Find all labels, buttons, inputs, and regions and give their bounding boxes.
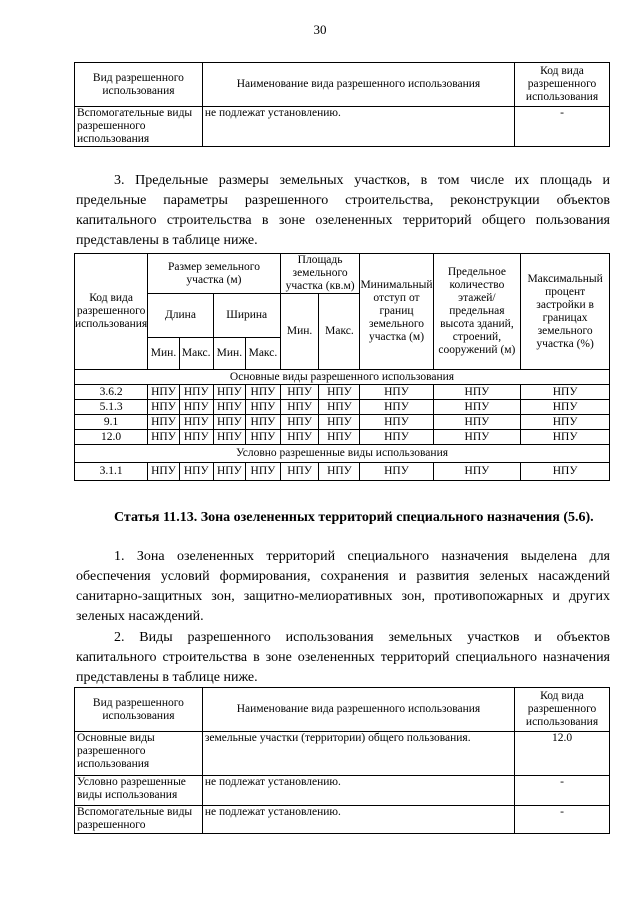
cell: НПУ xyxy=(280,415,319,430)
cell: НПУ xyxy=(360,415,433,430)
cell: НПУ xyxy=(179,400,213,415)
table-row xyxy=(75,776,610,806)
cell: НПУ xyxy=(433,385,521,400)
cell: НПУ xyxy=(148,400,180,415)
cell: НПУ xyxy=(246,430,281,445)
header-use-type: Вид разрешенного использования xyxy=(75,63,203,107)
table-row xyxy=(75,806,610,834)
cell-use-name: не подлежат установлению. xyxy=(202,107,514,147)
cell: НПУ xyxy=(319,463,360,481)
cell: НПУ xyxy=(213,400,245,415)
cell: НПУ xyxy=(280,385,319,400)
header-use-code: Код вида разрешенного использования xyxy=(515,63,610,107)
cell: НПУ xyxy=(433,400,521,415)
cell-use-type: Условно разрешенные виды использования xyxy=(75,776,203,806)
cell-use-name: не подлежат установлению. xyxy=(202,806,514,834)
cell: НПУ xyxy=(148,385,180,400)
cell: 3.1.1 xyxy=(75,463,148,481)
header-max-coverage: Максимальный процент застройки в границах земельного участка (%) xyxy=(521,254,610,370)
table-row xyxy=(75,400,610,415)
paragraph-3: 3. Предельные размеры земельных участков, в том числе их площадь и предельные параметры разрешенного строительства, реконструкции объектов капитального строительства в зоне озелененных территорий общего пользования представлены в таблице ниже. xyxy=(76,173,610,248)
cell: НПУ xyxy=(521,415,610,430)
cell-use-code: - xyxy=(515,776,610,806)
cell: 12.0 xyxy=(75,430,148,445)
cell: НПУ xyxy=(360,463,433,481)
cell: НПУ xyxy=(521,400,610,415)
table-row xyxy=(75,732,610,776)
cell: НПУ xyxy=(246,400,281,415)
section-conditional-uses: Условно разрешенные виды использования xyxy=(75,445,610,463)
cell: НПУ xyxy=(179,385,213,400)
cell-use-name: не подлежат установлению. xyxy=(202,776,514,806)
cell: НПУ xyxy=(246,463,281,481)
header-width-max: Макс. xyxy=(246,338,281,370)
cell: НПУ xyxy=(246,385,281,400)
cell: НПУ xyxy=(213,463,245,481)
table-row xyxy=(75,415,610,430)
header-use-name: Наименование вида разрешенного использования xyxy=(202,63,514,107)
cell-use-type: Основные виды разрешенного использования xyxy=(75,732,203,776)
header-code: Код вида разрешенного использования xyxy=(75,254,148,370)
cell: НПУ xyxy=(360,385,433,400)
table-row xyxy=(75,385,610,400)
cell: НПУ xyxy=(213,430,245,445)
cell: НПУ xyxy=(280,463,319,481)
header-plot-size: Размер земельного участка (м) xyxy=(148,254,281,294)
cell: НПУ xyxy=(148,430,180,445)
table-row xyxy=(75,463,610,481)
cell: НПУ xyxy=(148,415,180,430)
header-use-type: Вид разрешенного использования xyxy=(75,688,203,732)
table-permitted-uses-top xyxy=(74,62,610,147)
cell-use-code: - xyxy=(515,806,610,834)
table-permitted-uses-bottom xyxy=(74,687,610,834)
cell: 5.1.3 xyxy=(75,400,148,415)
header-width: Ширина xyxy=(213,294,280,338)
cell: НПУ xyxy=(521,463,610,481)
header-area-max: Макс. xyxy=(319,294,360,370)
header-width-min: Мин. xyxy=(213,338,245,370)
table-row xyxy=(75,107,610,147)
header-length-min: Мин. xyxy=(148,338,180,370)
header-length-max: Макс. xyxy=(179,338,213,370)
header-use-name: Наименование вида разрешенного использования xyxy=(202,688,514,732)
paragraph-1: 1. Зона озелененных территорий специального назначения выделена для обеспечения условий формирования, сохранения и развития зеленых насаждений санитарно-защитных зон, защитно-мелиоративных зон, противопожарных и других зеленых насаждений. xyxy=(76,549,610,624)
table-plot-parameters xyxy=(74,253,610,481)
cell: НПУ xyxy=(319,385,360,400)
cell-use-code: 12.0 xyxy=(515,732,610,776)
header-floors: Предельное количество этажей/ предельная высота зданий, строений, сооружений (м) xyxy=(433,254,521,370)
header-length: Длина xyxy=(148,294,213,338)
cell: НПУ xyxy=(213,385,245,400)
cell-use-name: земельные участки (территории) общего пользования. xyxy=(202,732,514,776)
paragraph-2: 2. Виды разрешенного использования земельных участков и объектов капитального строительства в зоне озелененных территорий специального назначения представлены в таблице ниже. xyxy=(76,630,610,685)
cell: НПУ xyxy=(433,415,521,430)
cell: НПУ xyxy=(179,415,213,430)
cell: 3.6.2 xyxy=(75,385,148,400)
cell: НПУ xyxy=(319,430,360,445)
cell: НПУ xyxy=(280,430,319,445)
table-row xyxy=(75,430,610,445)
section-main-uses: Основные виды разрешенного использования xyxy=(75,370,610,385)
cell-use-type: Вспомогательные виды разрешенного использования xyxy=(75,107,203,147)
header-area: Площадь земельного участка (кв.м) xyxy=(280,254,360,294)
header-area-min: Мин. xyxy=(280,294,319,370)
cell-use-type: Вспомогательные виды разрешенного xyxy=(75,806,203,834)
cell: НПУ xyxy=(148,463,180,481)
header-min-setback: Минимальный отступ от границ земельного участка (м) xyxy=(360,254,433,370)
cell: НПУ xyxy=(179,430,213,445)
cell: НПУ xyxy=(360,400,433,415)
cell: НПУ xyxy=(319,400,360,415)
cell: 9.1 xyxy=(75,415,148,430)
page-number: 30 xyxy=(313,22,327,37)
cell: НПУ xyxy=(521,430,610,445)
cell: НПУ xyxy=(280,400,319,415)
header-use-code: Код вида разрешенного использования xyxy=(515,688,610,732)
cell: НПУ xyxy=(433,430,521,445)
cell: НПУ xyxy=(433,463,521,481)
cell: НПУ xyxy=(179,463,213,481)
cell: НПУ xyxy=(246,415,281,430)
cell: НПУ xyxy=(521,385,610,400)
article-heading: Статья 11.13. Зона озелененных территорий специального назначения (5.6). xyxy=(114,510,594,525)
cell-use-code: - xyxy=(515,107,610,147)
cell: НПУ xyxy=(213,415,245,430)
cell: НПУ xyxy=(360,430,433,445)
cell: НПУ xyxy=(319,415,360,430)
